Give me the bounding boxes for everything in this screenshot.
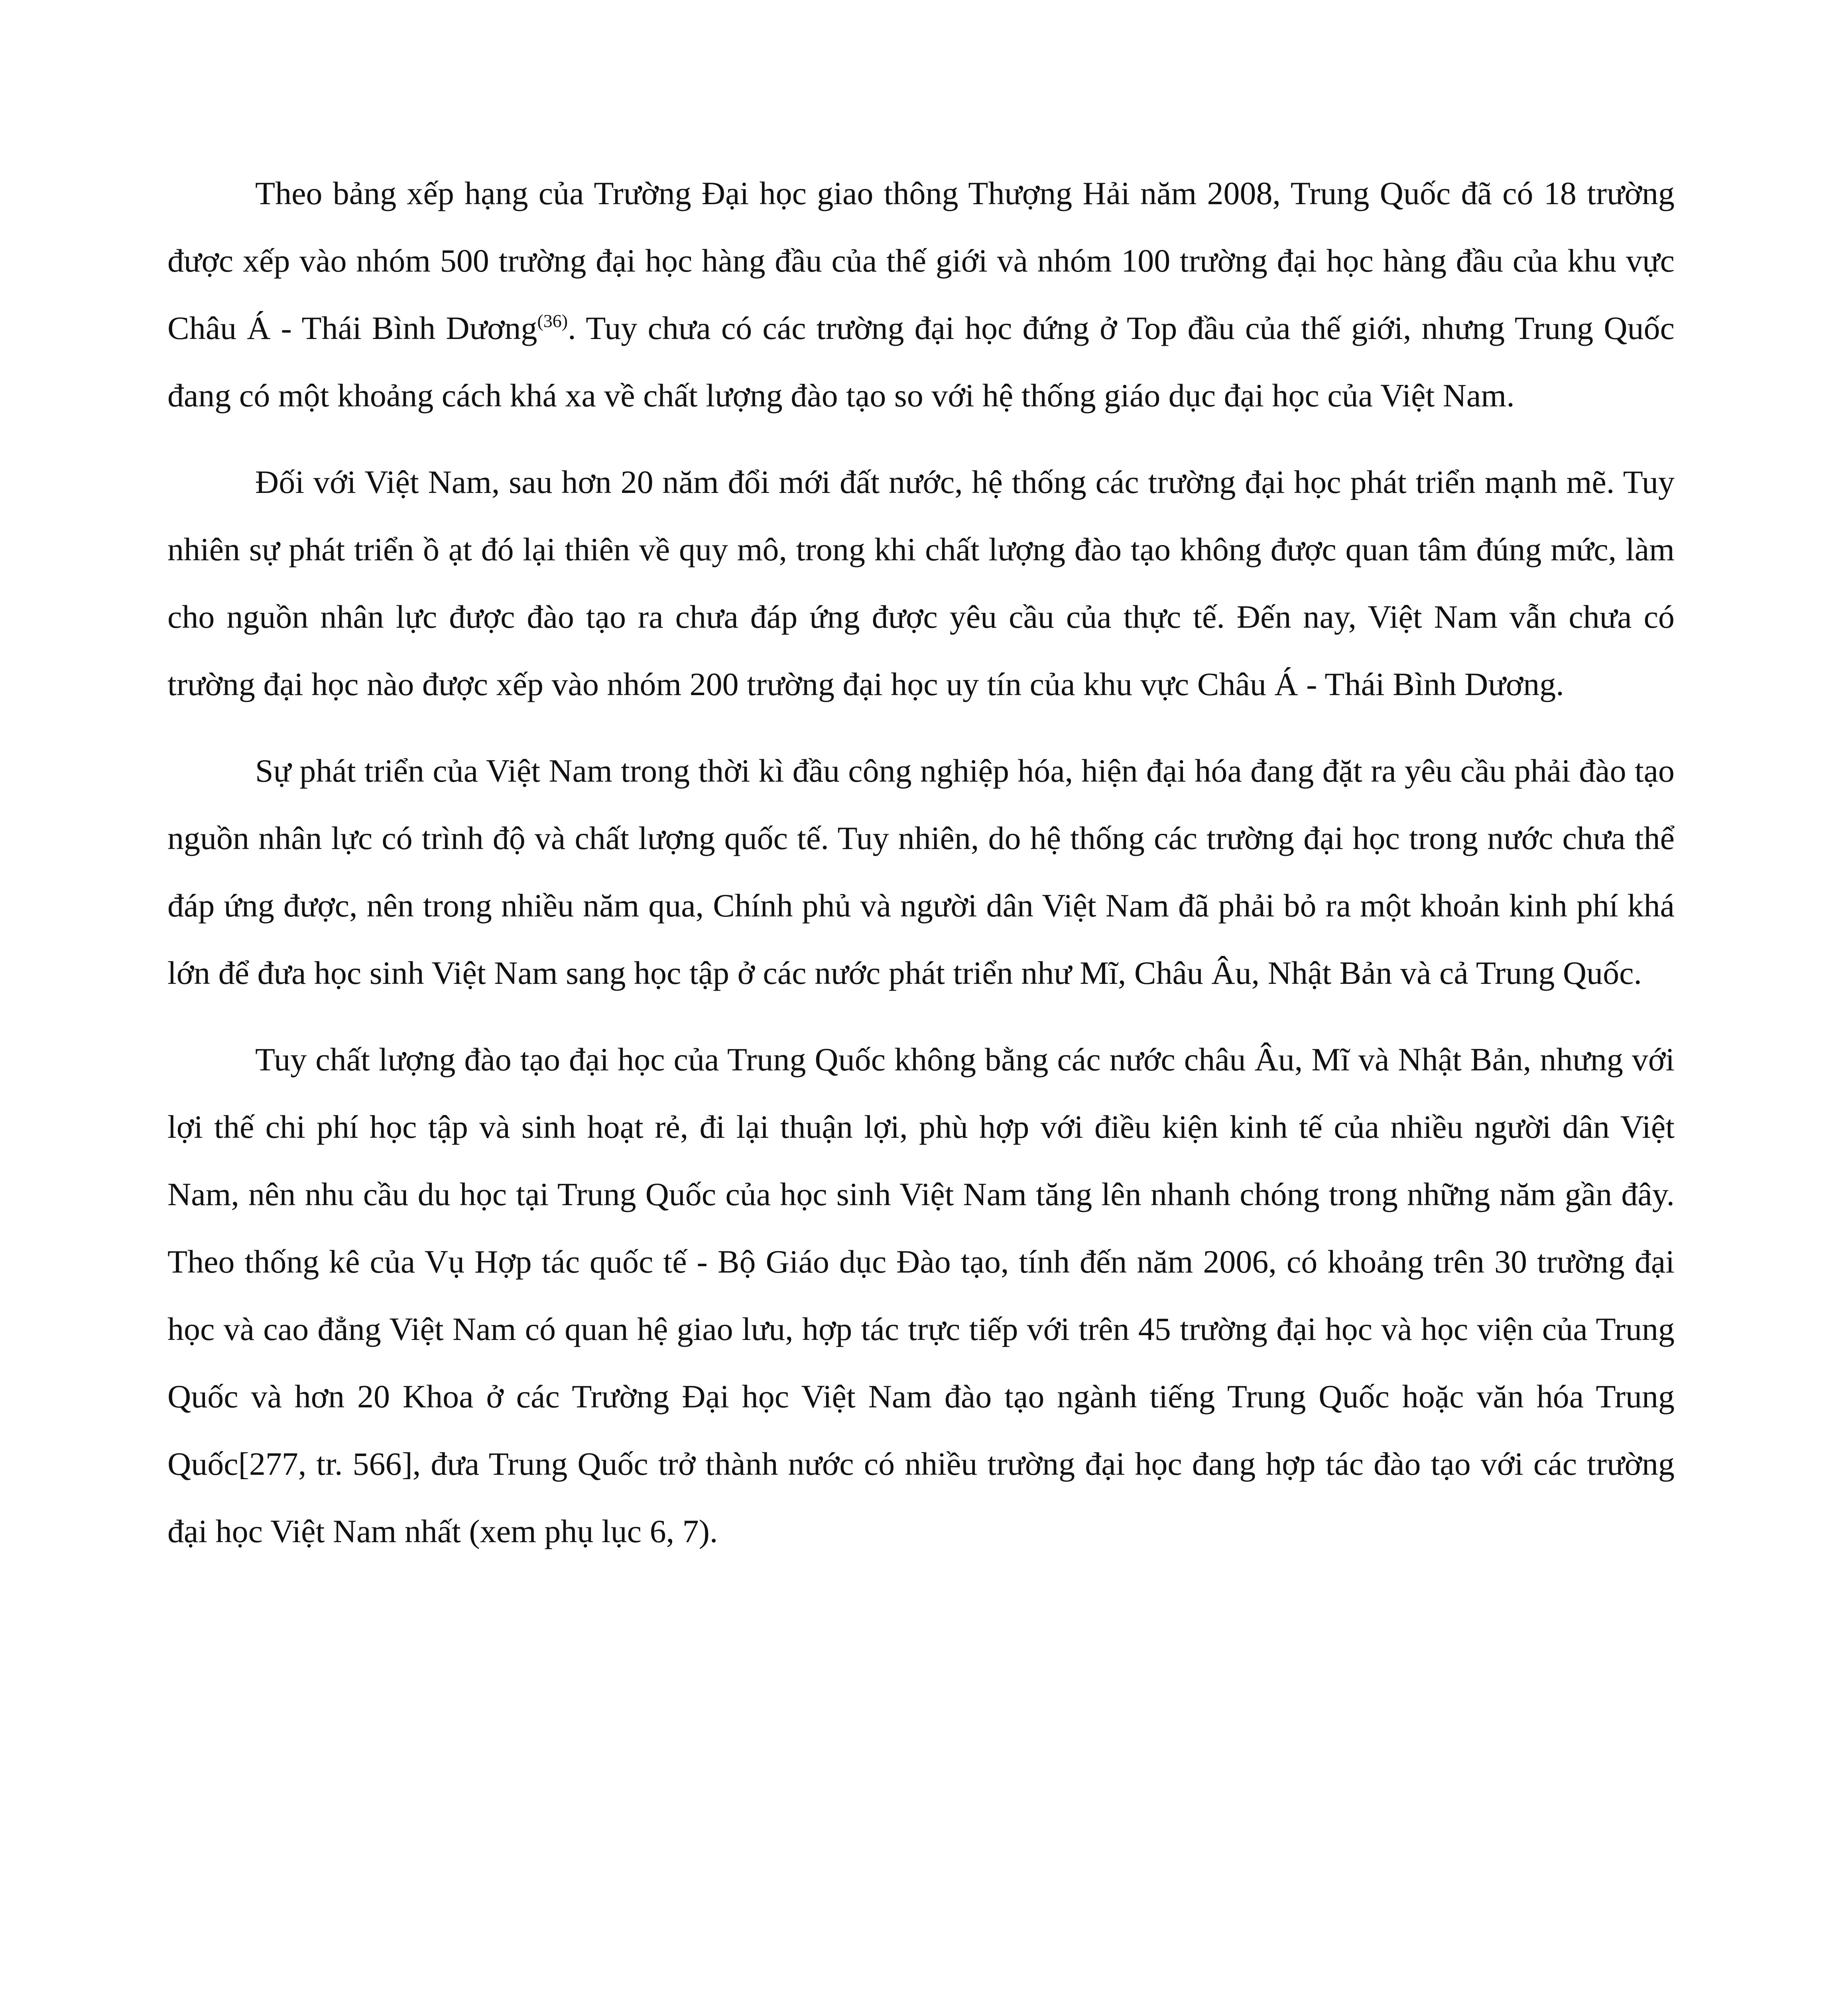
paragraph-1-text-after-ref: . Tuy chưa có các trường đại học đứng ở Top đầu của thế giới, nhưng Trung Quốc đang có một khoảng cách khá xa về chất lượng đào tạo so với hệ thống giáo dục đại học của Việt Nam.	[167, 310, 1675, 414]
paragraph-3: Sự phát triển của Việt Nam trong thời kì đầu công nghiệp hóa, hiện đại hóa đang đặt ra yêu cầu phải đào tạo nguồn nhân lực có trình độ và chất lượng quốc tế. Tuy nhiên, do hệ thống các trường đại học trong nước chưa thể đáp ứng được, nên trong nhiều năm qua, Chính phủ và người dân Việt Nam đã phải bỏ ra một khoản kinh phí khá lớn để đưa học sinh Việt Nam sang học tập ở các nước phát triển như Mĩ, Châu Âu, Nhật Bản và cả Trung Quốc.	[167, 753, 1675, 991]
paragraph-2: Đối với Việt Nam, sau hơn 20 năm đổi mới đất nước, hệ thống các trường đại học phát triển mạnh mẽ. Tuy nhiên sự phát triển ồ ạt đó lại thiên về quy mô, trong khi chất lượng đào tạo không được quan tâm đúng mức, làm cho nguồn nhân lực được đào tạo ra chưa đáp ứng được yêu cầu của thực tế. Đến nay, Việt Nam vẫn chưa có trường đại học nào được xếp vào nhóm 200 trường đại học uy tín của khu vực Châu Á - Thái Bình Dương.	[167, 464, 1675, 702]
paragraph-4: Tuy chất lượng đào tạo đại học của Trung Quốc không bằng các nước châu Âu, Mĩ và Nhật Bản, nhưng với lợi thế chi phí học tập và sinh hoạt rẻ, đi lại thuận lợi, phù hợp với điều kiện kinh tế của nhiều người dân Việt Nam, nên nhu cầu du học tại Trung Quốc của học sinh Việt Nam tăng lên nhanh chóng trong những năm gần đây. Theo thống kê của Vụ Hợp tác quốc tế - Bộ Giáo dục Đào tạo, tính đến năm 2006, có khoảng trên 30 trường đại học và cao đẳng Việt Nam có quan hệ giao lưu, hợp tác trực tiếp với trên 45 trường đại học và học viện của Trung Quốc và hơn 20 Khoa ở các Trường Đại học Việt Nam đào tạo ngành tiếng Trung Quốc hoặc văn hóa Trung Quốc[277, tr. 566], đưa Trung Quốc trở thành nước có nhiều trường đại học đang hợp tác đào tạo với các trường đại học Việt Nam nhất (xem phụ lục 6, 7).	[167, 1041, 1675, 1549]
paragraph-1-text-before-ref: Theo bảng xếp hạng của Trường Đại học giao thông Thượng Hải năm 2008, Trung Quốc đã có 18 trường được xếp vào nhóm 500 trường đại học hàng đầu của thế giới và nhóm 100 trường đại học hàng đầu của khu vực Châu Á - Thái Bình Dương	[167, 175, 1675, 346]
body-text	[167, 160, 1675, 1584]
footnote-reference: (36)	[537, 311, 568, 331]
paragraph-1	[167, 160, 1675, 429]
